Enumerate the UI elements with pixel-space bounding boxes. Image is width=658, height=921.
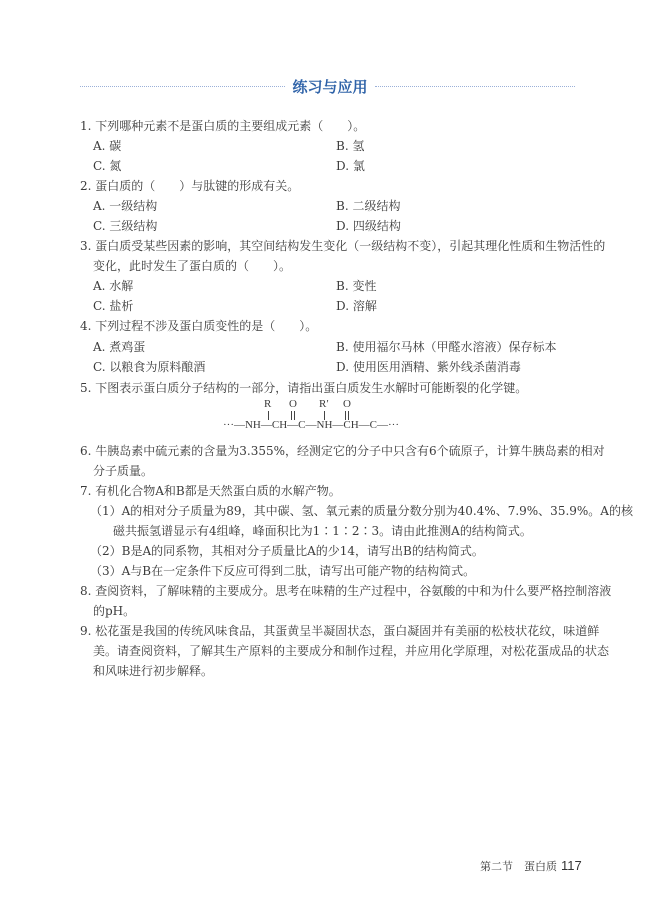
option-d: D. 氯 — [336, 159, 365, 173]
option-a: A. 一级结构 — [93, 199, 158, 213]
option-d: D. 使用医用酒精、紫外线杀菌消毒 — [336, 360, 521, 374]
option-b: B. 二级结构 — [336, 199, 401, 213]
formula-r2: R′ — [319, 398, 329, 410]
page-footer — [480, 858, 582, 874]
sub-question-2: （2）B是A的同系物，其相对分子质量比A的少14，请写出B的结构简式。 — [90, 544, 484, 558]
option-a: A. 煮鸡蛋 — [93, 340, 146, 354]
option-c: C. 氮 — [93, 159, 122, 173]
question-stem: 3. 蛋白质受某些因素的影响，其空间结构发生变化（一级结构不变），引起其理化性质和生物活性的 — [80, 239, 606, 253]
question-stem: 5. 下图表示蛋白质分子结构的一部分，请指出蛋白质发生水解时可能断裂的化学键。 — [80, 381, 528, 395]
option-b: B. 变性 — [336, 279, 377, 293]
question-stem-cont: 分子质量。 — [93, 464, 154, 478]
question-stem-cont: 变化，此时发生了蛋白质的（ ）。 — [93, 259, 292, 273]
question-stem: 6. 牛胰岛素中硫元素的含量为3.355%，经测定它的分子中只含有6个硫原子，计算牛胰岛素的相对 — [80, 444, 605, 458]
sub-question-3: （3）A与B在一定条件下反应可得到二肽，请写出可能产物的结构简式。 — [90, 564, 476, 578]
option-d: D. 溶解 — [336, 299, 377, 313]
option-b: B. 氢 — [336, 139, 365, 153]
formula-r1: R — [264, 398, 272, 410]
dotted-divider-right — [375, 86, 575, 87]
option-a: A. 碳 — [93, 139, 122, 153]
question-stem: 8. 查阅资料，了解味精的主要成分。思考在味精的生产过程中，谷氨酸的中和为什么要严格控制溶液 — [80, 584, 612, 598]
formula-o2: O — [343, 398, 351, 410]
formula-o1: O — [289, 398, 297, 410]
question-stem: 2. 蛋白质的（ ）与肽键的形成有关。 — [80, 179, 300, 193]
question-stem: 9. 松花蛋是我国的传统风味食品，其蛋黄呈半凝固状态，蛋白凝固并有美丽的松枝状花纹，味道鲜 — [80, 624, 600, 638]
question-stem: 4. 下列过程不涉及蛋白质变性的是（ ）。 — [80, 319, 318, 333]
question-stem: 1. 下列哪种元素不是蛋白质的主要组成元素（ ）。 — [80, 119, 366, 133]
question-stem: 7. 有机化合物A和B都是天然蛋白质的水解产物。 — [80, 484, 341, 498]
question-stem-cont: 的pH。 — [93, 604, 136, 618]
option-c: C. 以粮食为原料酿酒 — [93, 360, 206, 374]
question-stem-cont: 美。请查阅资料，了解其生产原料的主要成分和制作过程，并应用化学原理，对松花蛋成品的状态 — [93, 644, 610, 658]
option-b: B. 使用福尔马林（甲醛水溶液）保存标本 — [336, 340, 557, 354]
option-c: C. 盐析 — [93, 299, 134, 313]
option-c: C. 三级结构 — [93, 219, 158, 233]
option-d: D. 四级结构 — [336, 219, 401, 233]
page-number: 117 — [561, 858, 582, 873]
section-title: 练习与应用 — [292, 78, 368, 96]
footer-section: 第二节 蛋白质 — [480, 860, 557, 873]
sub-question-1-cont: 磁共振氢谱显示有4组峰，峰面积比为1∶1∶2∶3。请由此推测A的结构简式。 — [113, 524, 532, 538]
question-stem-cont: 和风味进行初步解释。 — [93, 664, 214, 678]
sub-question-1: （1）A的相对分子质量为89，其中碳、氢、氧元素的质量分数分别为40.4%、7.9%、35.9%。A的核 — [90, 504, 633, 518]
option-a: A. 水解 — [93, 279, 134, 293]
dotted-divider-left — [80, 86, 285, 87]
formula-chain: ···—NH—CH—C—NH—CH—C—··· — [223, 419, 399, 431]
